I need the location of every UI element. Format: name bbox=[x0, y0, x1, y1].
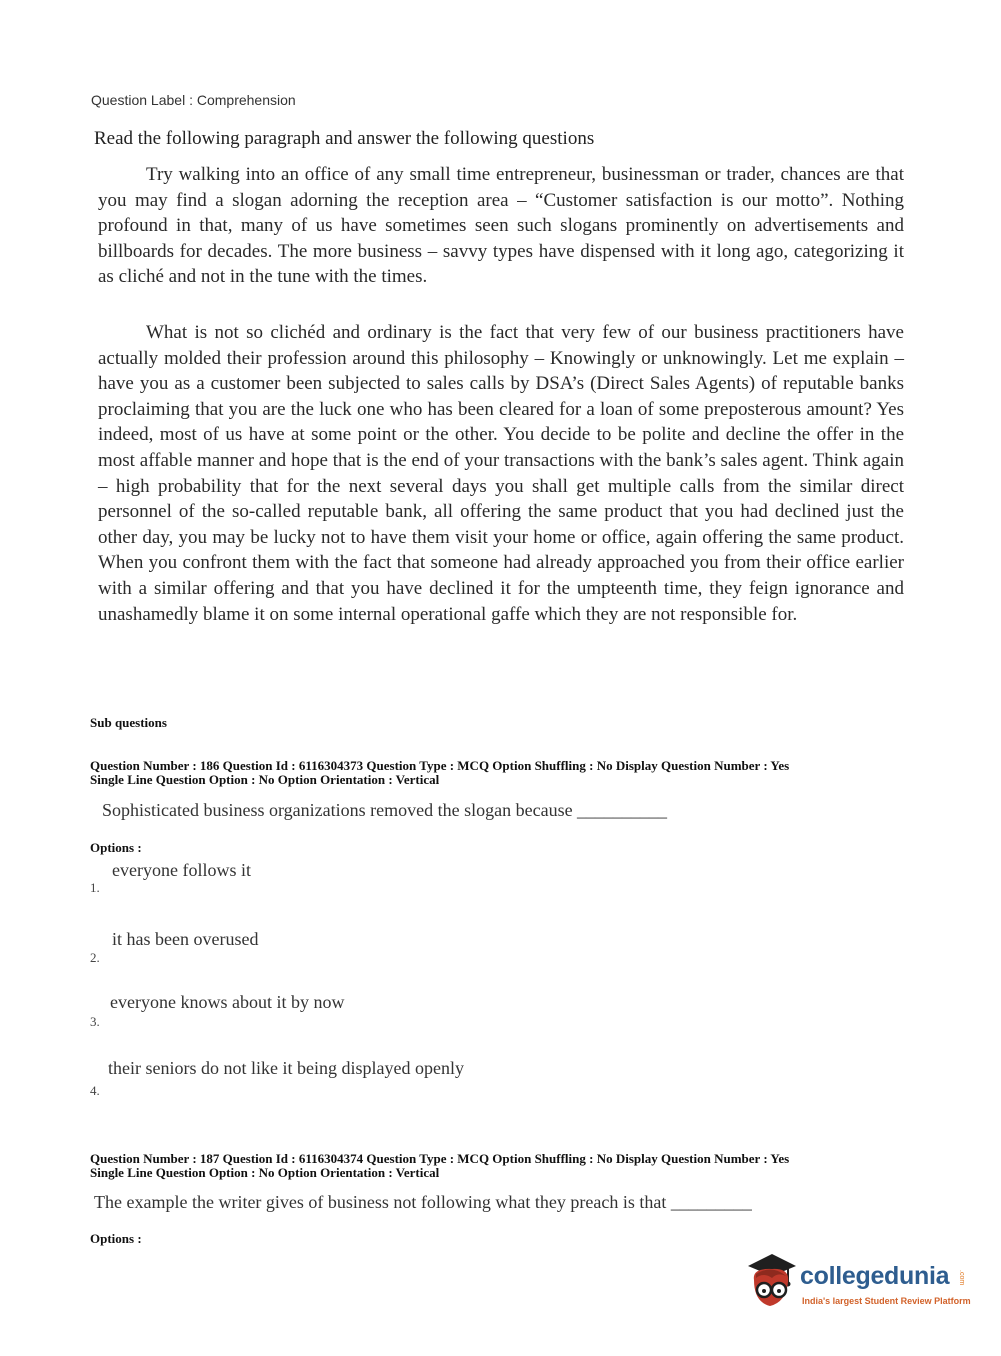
question-187-options-label: Options : bbox=[90, 1231, 142, 1246]
question-meta-line-2: Single Line Question Option : No Option Orientation : Vertical bbox=[90, 772, 440, 787]
option-2-text[interactable]: it has been overused bbox=[112, 929, 259, 949]
option-3-text[interactable]: everyone knows about it by now bbox=[110, 992, 345, 1012]
brand-tagline: India's largest Student Review Platform bbox=[802, 1296, 971, 1306]
question-label: Question Label : Comprehension bbox=[91, 92, 296, 108]
question-186-meta bbox=[90, 759, 900, 787]
passage-paragraph-1: Try walking into an office of any small time entrepreneur, businessman or trader, chances are that you may find a slogan adorning the reception area – “Customer satisfaction is our motto”. Nothing profound in that, many of us have sometimes seen such slogans prominently on advertisements and billboards for decades. The more business – savvy types have dispensed with it long ago, categorizing it as cliché and not in the tune with the times. bbox=[98, 164, 904, 288]
mascot-logo-icon bbox=[742, 1250, 800, 1312]
passage-paragraph-2: What is not so clichéd and ordinary is the fact that very few of our business practitioners have actually molded their profession around this philosophy – Knowingly or unknowingly. Let me explain – have you as a customer been subjected to sales calls by DSA’s (Direct Sales Agents) of reputable banks proclaiming that you are the luck one who has been cleared for a loan of some preposterous amount? Yes indeed, most of us have at some point or the other. You decide to be polite and decline the offer in the most affable manner and hope that is the end of your transactions with the bank’s sales agent. Think again – high probability that for the next several days you shall get multiple calls from the similar direct personnel of the so-called reputable bank, all offering the same product that you had declined just the other day, you may be lucky not to have them visit your home or office, again offering the same product. When you confront them with the fact that someone had already approached you from their office earlier with a similar offering and that you have declined it for the umpteenth time, they feign ignorance and unashamedly blame it on some internal operational gaffe which they are not responsible for. bbox=[98, 322, 904, 625]
option-4-number: 4. bbox=[90, 1083, 100, 1098]
option-3-number: 3. bbox=[90, 1014, 100, 1029]
option-2-number: 2. bbox=[90, 950, 100, 965]
question-meta-line-1: Question Number : 186 Question Id : 6116304373 Question Type : MCQ Option Shuffling : No Display Question Number : Yes bbox=[90, 758, 790, 773]
question-meta-line-1: Question Number : 187 Question Id : 6116304374 Question Type : MCQ Option Shuffling : No Display Question Number : Yes bbox=[90, 1151, 790, 1166]
sub-questions-label: Sub questions bbox=[90, 715, 167, 730]
question-meta-line-2: Single Line Question Option : No Option Orientation : Vertical bbox=[90, 1165, 440, 1180]
question-187-text: The example the writer gives of business not following what they preach is that _________ bbox=[94, 1192, 752, 1212]
question-186-text: Sophisticated business organizations removed the slogan because __________ bbox=[102, 800, 668, 820]
option-1-number: 1. bbox=[90, 880, 100, 895]
brand-domain-suffix: .com bbox=[958, 1270, 965, 1286]
option-4-text[interactable]: their seniors do not like it being displayed openly bbox=[108, 1058, 464, 1078]
question-186-options-label: Options : bbox=[90, 840, 142, 855]
brand-name: collegedunia bbox=[800, 1262, 950, 1290]
instruction-text: Read the following paragraph and answer the following questions bbox=[94, 128, 595, 149]
question-187-meta bbox=[90, 1152, 900, 1180]
option-1-text[interactable]: everyone follows it bbox=[112, 860, 251, 880]
